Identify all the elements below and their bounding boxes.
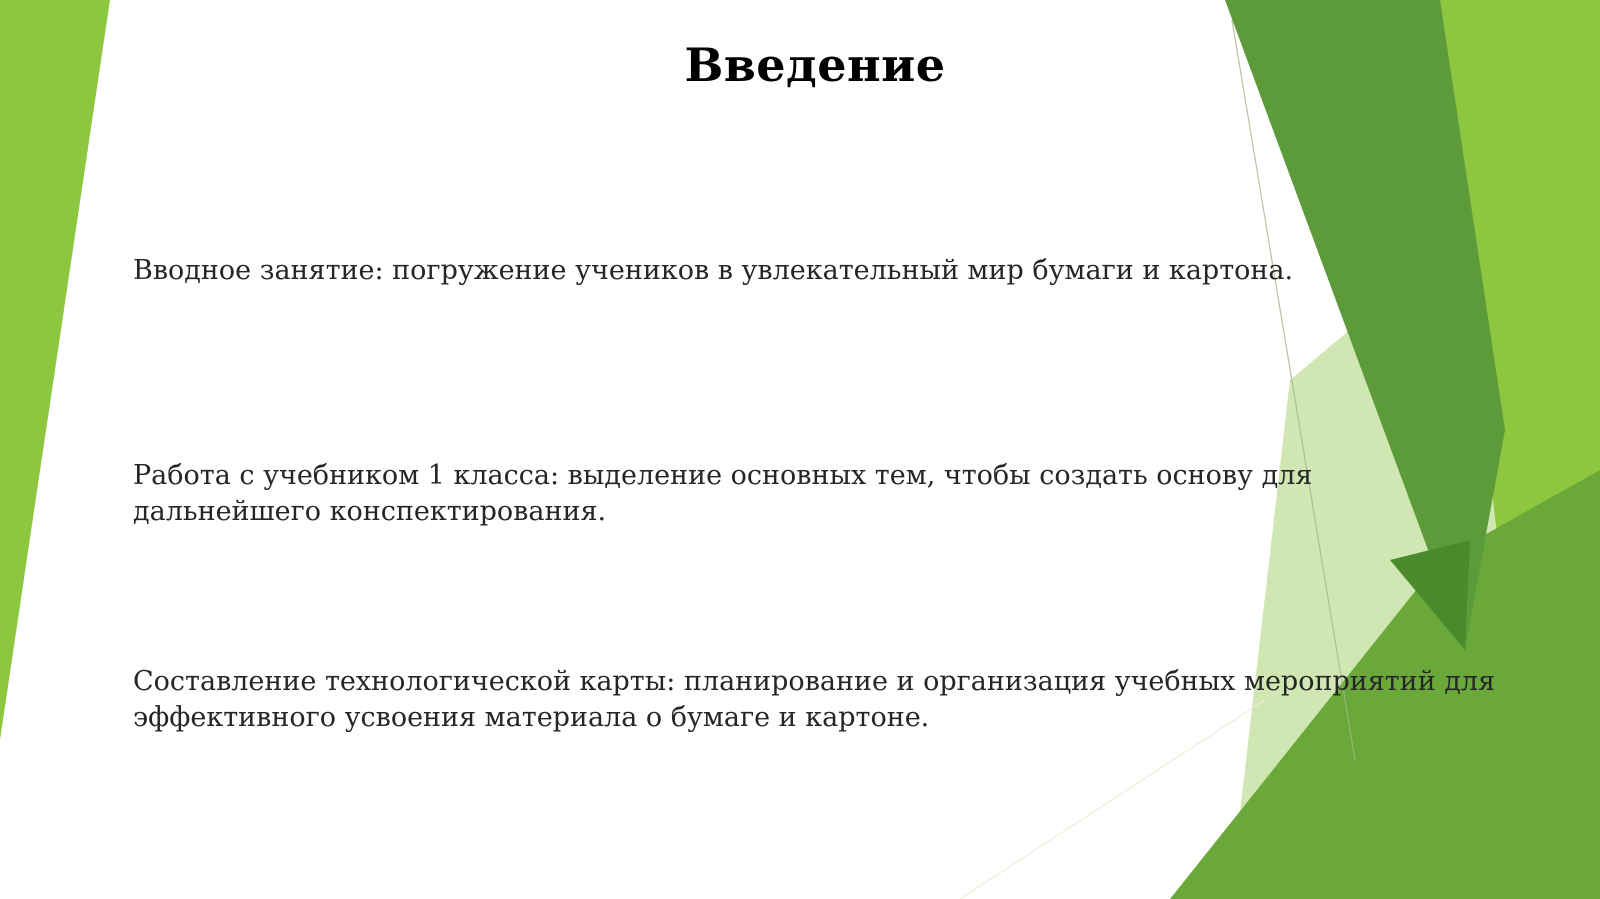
list-item: Составление технологической карты: планирование и организация учебных мероприятий для эффективного усвоения материала о бумаге и картоне. (133, 666, 1496, 733)
left-green-shape (0, 0, 110, 740)
list-item: Работа с учебником 1 класса: выделение основных тем, чтобы создать основу для дальнейшего конспектирования. (133, 460, 1313, 527)
list-item: Вводное занятие: погружение учеников в увлекательный мир бумаги и картона. (133, 255, 1294, 286)
slide-title: Введение (684, 38, 946, 92)
